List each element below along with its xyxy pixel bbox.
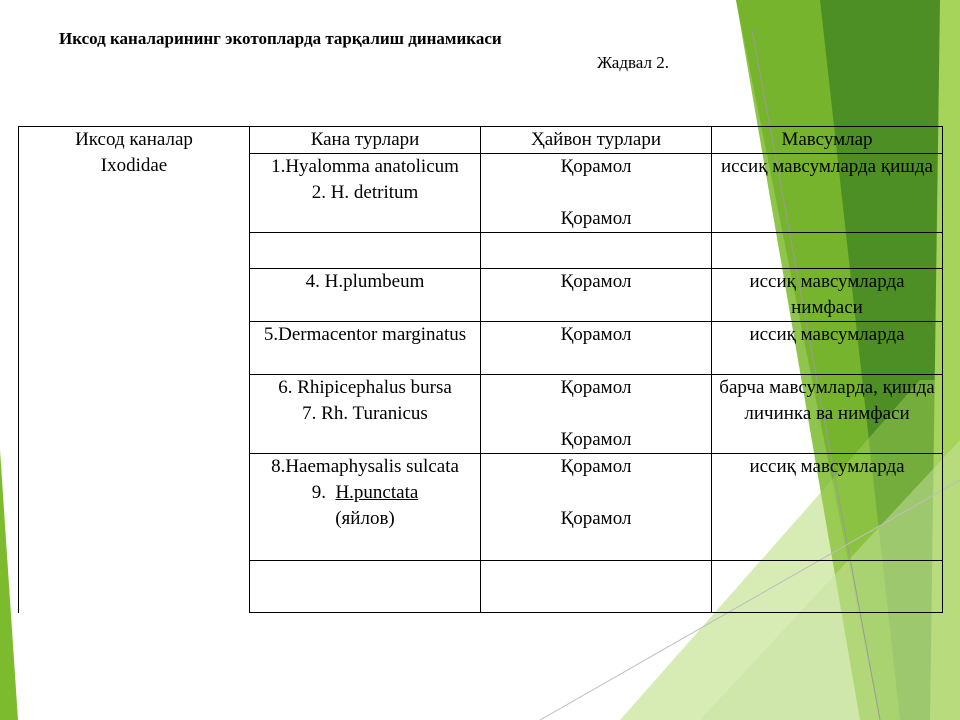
header-family: Иксод каналар xyxy=(75,129,193,150)
table-caption: Жадвал 2. xyxy=(597,53,669,72)
species-cell xyxy=(250,454,481,561)
family-cell xyxy=(19,127,250,613)
animals-cell xyxy=(481,233,712,269)
species-name: 2. H. detritum xyxy=(311,182,419,203)
animals-cell: Қорамол xyxy=(481,322,712,375)
seasons-cell: иссиқ мавсумларда қишда xyxy=(712,154,943,233)
species-cell: 5.Dermacentor marginatus xyxy=(250,322,481,375)
header-seasons: Мавсумлар xyxy=(712,127,943,154)
animals-cell xyxy=(481,561,712,613)
animals-cell xyxy=(481,154,712,233)
species-cell xyxy=(250,233,481,269)
seasons-cell: иссиқ мавсумларда xyxy=(712,454,943,561)
seasons-cell xyxy=(712,561,943,613)
seasons-cell: иссиқ мавсумларда нимфаси xyxy=(712,269,943,322)
animal-name: Қорамол xyxy=(560,508,632,529)
document-title: Иксод каналарининг экотопларда тарқалиш динамикаси xyxy=(59,29,502,48)
header-species: Кана турлари xyxy=(250,127,481,154)
animal-name: Қорамол xyxy=(560,208,632,229)
species-cell xyxy=(250,154,481,233)
species-number: 9. xyxy=(311,482,326,503)
animal-name: Қорамол xyxy=(560,429,632,450)
animal-name: Қорамол xyxy=(560,156,632,177)
table-header-row xyxy=(19,127,943,154)
species-name: 8.Haemaphysalis sulcata xyxy=(271,456,459,477)
species-name: 1.Hyalomma anatolicum xyxy=(271,156,459,177)
animals-cell: Қорамол xyxy=(481,269,712,322)
animals-cell xyxy=(481,454,712,561)
header-animals: Ҳайвон турлари xyxy=(481,127,712,154)
species-name: 7. Rh. Turanicus xyxy=(302,403,428,424)
seasons-cell xyxy=(712,233,943,269)
animal-name: Қорамол xyxy=(560,377,632,398)
left-green-strip xyxy=(0,450,18,720)
ticks-table xyxy=(18,126,943,613)
species-cell xyxy=(250,375,481,454)
family-name: Ixodidae xyxy=(100,155,168,176)
species-cell xyxy=(250,561,481,613)
species-cell: 4. H.plumbeum xyxy=(250,269,481,322)
seasons-cell: иссиқ мавсумларда xyxy=(712,322,943,375)
animals-cell xyxy=(481,375,712,454)
animal-name: Қорамол xyxy=(560,456,632,477)
seasons-cell: барча мавсумларда, қишда личинка ва нимфаси xyxy=(712,375,943,454)
species-name: 6. Rhipicephalus bursa xyxy=(278,377,452,398)
species-habitat: (яйлов) xyxy=(335,508,395,529)
species-name-underlined: H.punctata xyxy=(335,482,419,503)
